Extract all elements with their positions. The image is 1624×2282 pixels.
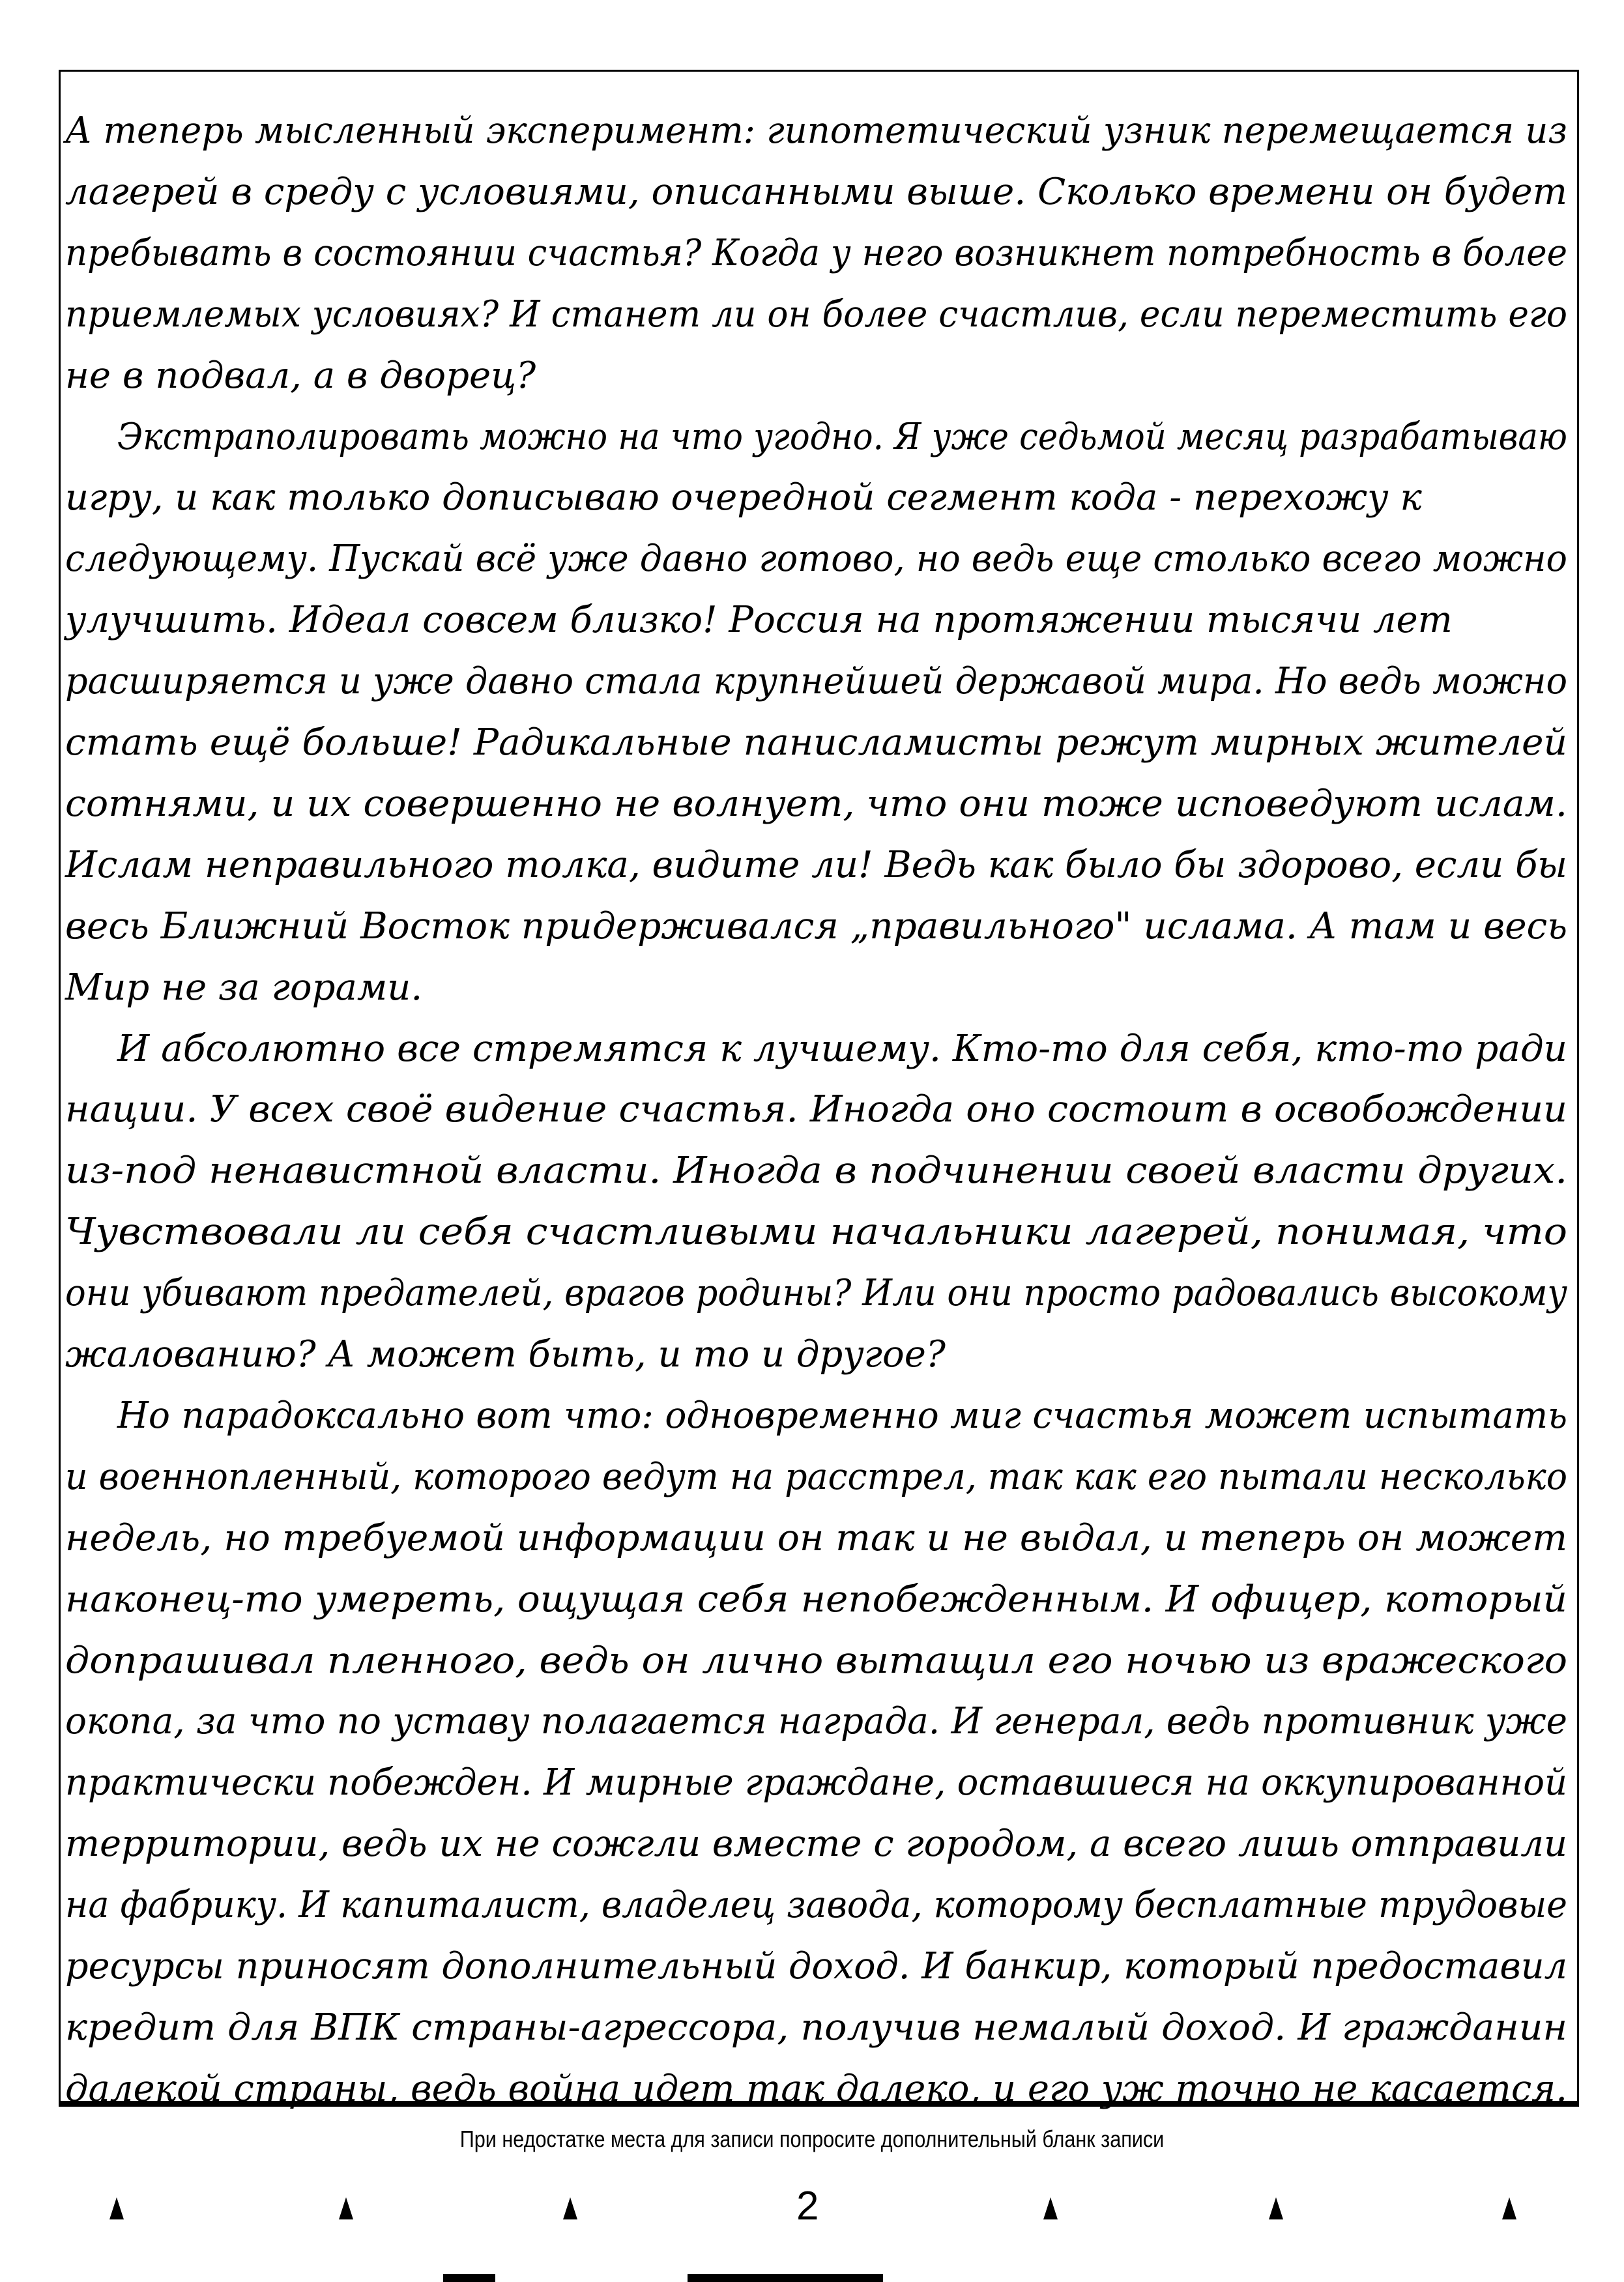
essay-line: А теперь мысленный эксперимент: гипотетический узник перемещается из [65,109,1567,152]
essay-line: расширяется и уже давно стала крупнейшей державой мира. Но ведь можно [65,660,1567,703]
essay-line: на фабрику. И капиталист, владелец завода, которому бесплатные трудовые [65,1884,1567,1927]
alignment-marker-icon [1269,2197,1283,2219]
essay-line: нации. У всех своё видение счастья. Иногда оно состоит в освобождении [65,1088,1567,1131]
essay-line: пребывать в состоянии счастья? Когда у него возникнет потребность в более [65,231,1567,274]
essay-line: окопа, за что по уставу полагается награда. И генерал, ведь противник уже [65,1700,1567,1743]
alignment-marker-icon [1502,2197,1516,2219]
essay-line: они убивают предателей, врагов родины? Или они просто радовались высокому [65,1272,1567,1315]
alignment-marker-icon [1043,2197,1058,2219]
alignment-marker-icon [109,2197,124,2219]
essay-line: Чувствовали ли себя счастливыми начальники лагерей, понимая, что [65,1211,1567,1254]
essay-line: И абсолютно все стремятся к лучшему. Кто-то для себя, кто-то ради [117,1027,1567,1070]
essay-line: и военнопленный, которого ведут на расстрел, так как его пытали несколько [65,1455,1567,1498]
essay-line: весь Ближний Восток придерживался „правильного" ислама. А там и весь [65,904,1567,947]
essay-line: ресурсы приносят дополнительный доход. И банкир, который предоставил [65,1945,1567,1987]
essay-line: следующему. Пускай всё уже давно готово, но ведь еще столько всего можно [65,538,1567,581]
essay-line: территории, ведь их не сожгли вместе с городом, а всего лишь отправили [65,1823,1567,1866]
essay-line: далекой страны, ведь война идет так далеко, и его уж точно не касается. [65,2067,1567,2110]
alignment-marker-icon [339,2197,353,2219]
essay-line: Экстраполировать можно на что угодно. Я уже седьмой месяц разрабатываю [117,415,1567,458]
page-number: 2 [796,2184,819,2229]
essay-line: лагерей в среду с условиями, описанными выше. Сколько времени он будет [65,170,1567,213]
essay-line: из-под ненавистной власти. Иногда в подчинении своей власти других. [65,1149,1567,1192]
essay-line: сотнями, и их совершенно не волнует, что они тоже исповедуют ислам. [65,782,1567,825]
essay-line: стать ещё больше! Радикальные панисламисты режут мирных жителей [65,721,1567,764]
essay-line: приемлемых условиях? И станет ли он более счастлив, если переместить его [65,293,1567,336]
barcode-mark [688,2274,883,2282]
essay-line: Ислам неправильного толка, видите ли! Ведь как было бы здорово, если бы [65,843,1567,886]
essay-line: недель, но требуемой информации он так и не выдал, и теперь он может [65,1516,1567,1559]
essay-line: Мир не за горами. [65,966,423,1009]
essay-line: жалованию? А может быть, и то и другое? [65,1333,946,1376]
essay-line: кредит для ВПК страны-агрессора, получив немалый доход. И гражданин [65,2006,1567,2049]
essay-line: не в подвал, а в дворец? [65,354,536,397]
alignment-marker-icon [563,2197,577,2219]
essay-line: улучшить. Идеал совсем близко! Россия на протяжении тысячи лет [65,599,1453,642]
essay-line: допрашивал пленного, ведь он лично вытащил его ночью из вражеского [65,1639,1567,1682]
essay-line: игру, и как только дописываю очередной сегмент кода - перехожу к [65,476,1422,519]
essay-line: практически побежден. И мирные граждане, оставшиеся на оккупированной [65,1761,1567,1804]
essay-line: Но парадоксально вот что: одновременно миг счастья может испытать [117,1394,1567,1437]
footer-note: При недостатке места для записи попросите дополнительный бланк записи [459,2126,1165,2152]
essay-line: наконец-то умереть, ощущая себя непобежденным. И офицер, который [65,1578,1567,1621]
barcode-mark [443,2274,495,2282]
